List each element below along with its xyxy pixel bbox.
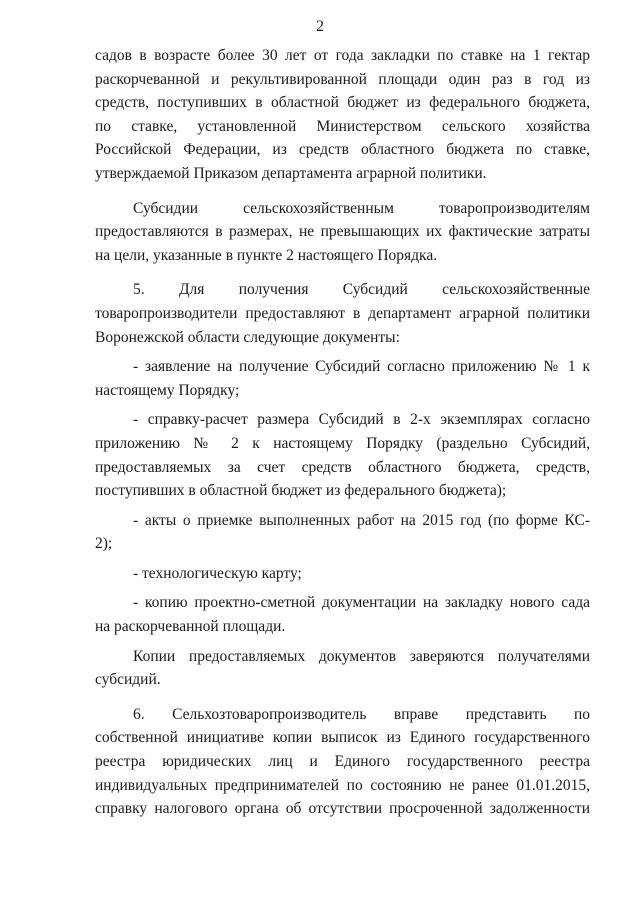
text-line: раскорчеванной и рекультивированной площади один раз в год из bbox=[95, 70, 590, 88]
text-line: - справку-расчет размера Субсидий в 2-х экземплярах согласно bbox=[133, 411, 590, 429]
text-line: на цели, указанные в пункте 2 настоящего Порядка. bbox=[95, 246, 438, 264]
text-line: собственной инициативе копии выписок из Единого государственного bbox=[95, 729, 590, 747]
text-line: - технологическую карту; bbox=[133, 564, 302, 582]
text-line: утверждаемой Приказом департамента аграрной политики. bbox=[95, 164, 487, 182]
document-body bbox=[95, 44, 590, 821]
paragraph-gap bbox=[95, 186, 590, 197]
text-line: средств, поступивших в областной бюджет из федерального бюджета, bbox=[95, 94, 590, 112]
text-line: на раскорчеванной площади. bbox=[95, 618, 286, 636]
text-line: предоставляемых за счет средств областного бюджета, средств, bbox=[95, 458, 590, 476]
paragraph-gap bbox=[95, 267, 590, 278]
text-line: предоставляются в размерах, не превышающих их фактические затраты bbox=[95, 223, 590, 241]
page-number: 2 bbox=[316, 18, 324, 35]
text-line: приложению № 2 к настоящему Порядку (раздельно Субсидий, bbox=[95, 434, 590, 452]
text-line: - акты о приемке выполненных работ на 2015 год (по форме КС- bbox=[133, 511, 590, 529]
text-line: Копии предоставляемых документов заверяются получателями bbox=[133, 647, 590, 665]
text-line: Субсидии сельскохозяйственным товаропроизводителям bbox=[133, 199, 590, 217]
text-line: - заявление на получение Субсидий согласно приложению № 1 к bbox=[133, 358, 590, 376]
text-line: 6. Сельхозтоваропроизводитель вправе представить по bbox=[133, 705, 590, 723]
paragraph-gap bbox=[95, 692, 590, 703]
text-line: товаропроизводители предоставляют в департамент аграрной политики bbox=[95, 304, 590, 322]
text-line: реестра юридических лиц и Единого государственного реестра bbox=[95, 753, 590, 771]
text-line: Воронежской области следующие документы: bbox=[95, 328, 400, 346]
text-line: поступивших в областной бюджет из федерального бюджета); bbox=[95, 482, 507, 500]
text-line: по ставке, установленной Министерством сельского хозяйства bbox=[95, 117, 590, 135]
text-line: садов в возрасте более 30 лет от года закладки по ставке на 1 гектар bbox=[95, 47, 590, 64]
text-line: Российской Федерации, из средств областного бюджета по ставке, bbox=[95, 141, 590, 159]
text-line: 5. Для получения Субсидий сельскохозяйственные bbox=[133, 281, 590, 299]
text-line: субсидий. bbox=[95, 671, 161, 689]
text-line: 2); bbox=[95, 535, 113, 553]
text-line: настоящему Порядку; bbox=[95, 381, 240, 399]
text-line: справку налогового органа об отсутствии просроченной задолженности bbox=[95, 800, 590, 818]
text-line: индивидуальных предпринимателей по состоянию не ранее 01.01.2015, bbox=[95, 776, 590, 794]
text-line: - копию проектно-сметной документации на закладку нового сада bbox=[133, 594, 590, 612]
